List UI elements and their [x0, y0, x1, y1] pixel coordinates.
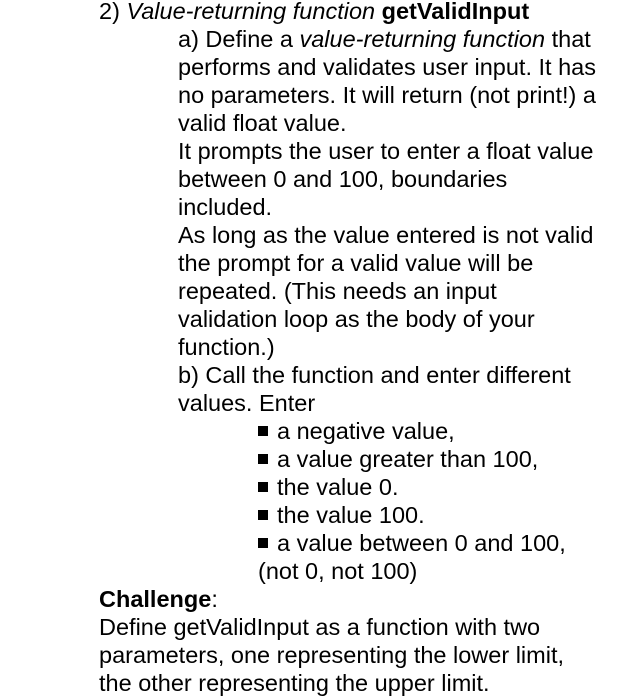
bullet-text: a value greater than 100, — [277, 446, 539, 472]
bullet-text: a negative value, — [277, 418, 455, 444]
bullet-item-1 — [258, 417, 455, 445]
part-a-line-1-post: that — [545, 26, 591, 52]
challenge-line-3: the other representing the upper limit. — [99, 670, 490, 696]
part-b-line-2: values. Enter — [178, 390, 316, 416]
heading-number: 2) — [99, 0, 127, 24]
square-bullet-icon — [258, 538, 268, 548]
bullet-item-5 — [258, 529, 566, 557]
exercise-heading — [99, 0, 529, 25]
bullet-text: the value 0. — [277, 474, 399, 500]
part-b-line-1: b) Call the function and enter different — [178, 362, 571, 388]
square-bullet-icon — [258, 426, 268, 436]
challenge-heading — [99, 585, 218, 613]
bullet-text: a value between 0 and 100, — [277, 530, 566, 556]
part-a-line-1 — [178, 25, 591, 53]
part-a-line-7: included. — [178, 194, 273, 220]
part-a-line-12: function.) — [178, 334, 275, 360]
part-a-line-11: validation loop as the body of your — [178, 306, 535, 332]
part-a-line-10: repeated. (This needs an input — [178, 278, 497, 304]
heading-function-name: getValidInput — [381, 0, 530, 24]
part-a-line-1-italic: value-returning function — [299, 26, 546, 52]
part-a-line-8: As long as the value entered is not valid — [178, 222, 594, 248]
challenge-colon: : — [211, 586, 218, 612]
part-a-line-2: performs and validates user input. It has — [178, 54, 596, 80]
part-a-line-3: no parameters. It will return (not print!) a — [178, 82, 596, 108]
part-a-line-5: It prompts the user to enter a float value — [178, 138, 594, 164]
bullet-item-3 — [258, 473, 399, 501]
part-a-line-4: valid float value. — [178, 110, 347, 136]
square-bullet-icon — [258, 482, 268, 492]
challenge-line-2: parameters, one representing the lower limit, — [99, 642, 564, 668]
bullet-item-4 — [258, 501, 425, 529]
challenge-label: Challenge — [99, 586, 212, 612]
part-a-line-1-pre: a) Define a — [178, 26, 300, 52]
part-a-line-6: between 0 and 100, boundaries — [178, 166, 508, 192]
bullet-text: the value 100. — [277, 502, 425, 528]
square-bullet-icon — [258, 510, 268, 520]
bullet-item-2 — [258, 445, 538, 473]
heading-italic-term: Value-returning function — [126, 0, 376, 24]
bullet-continuation: (not 0, not 100) — [258, 558, 418, 584]
challenge-line-1: Define getValidInput as a function with two — [99, 614, 541, 640]
square-bullet-icon — [258, 454, 268, 464]
part-a-line-9: the prompt for a valid value will be — [178, 250, 534, 276]
